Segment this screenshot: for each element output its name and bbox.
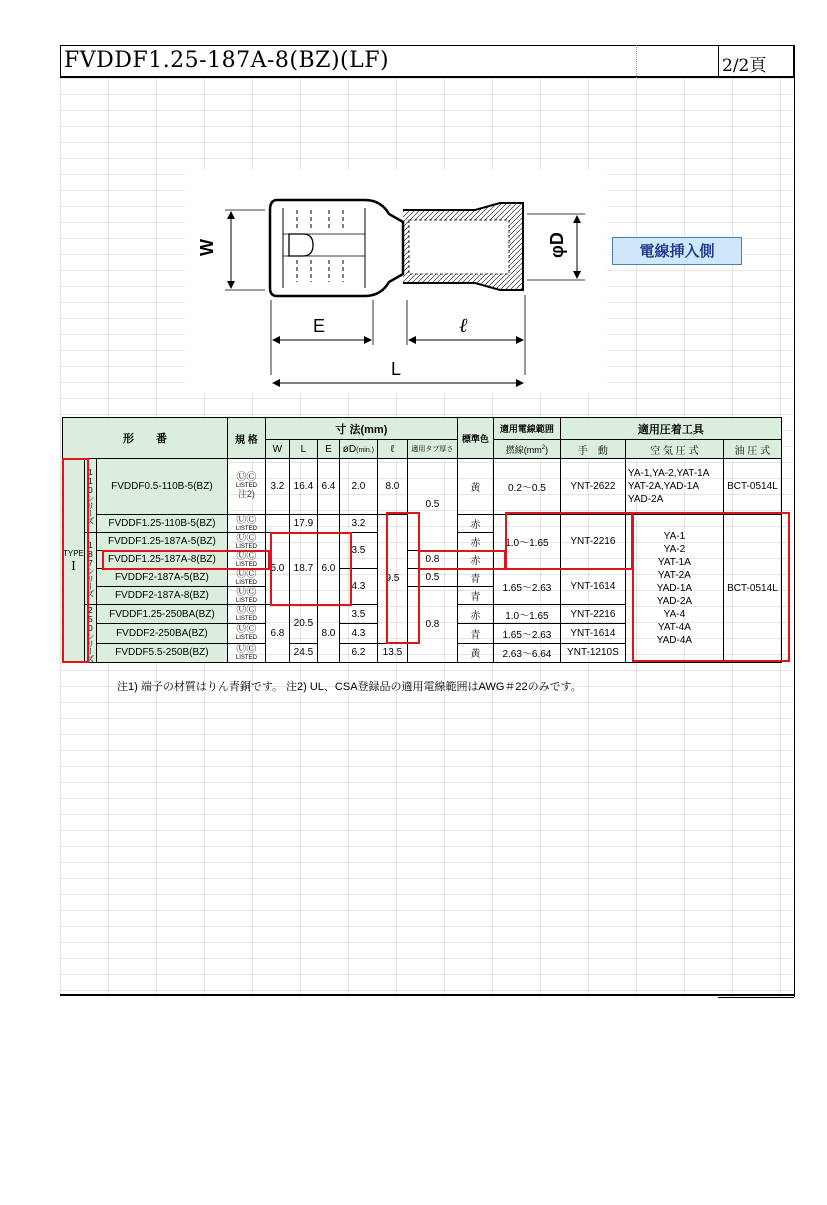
manual-col: 手 動 — [560, 440, 625, 459]
cert-cell: ⓊⒸ LISTED 注2) — [227, 459, 265, 515]
cert-cell: ⓊⒸ LISTED — [227, 605, 265, 624]
table-row: FVDDF2-187A-5(BZ) ⓊⒸ LISTED 4.3 0.5 青 1.65〜2.63 YNT-1614 — [63, 569, 782, 587]
wire-unit-col: 撚線$(mm^2)$ — [493, 440, 560, 459]
page-number: 2/2頁 — [722, 56, 767, 76]
wire-insertion-side-label: 電線挿入側 — [612, 237, 742, 265]
highlight-wire-range — [505, 512, 633, 570]
highlight-tools — [632, 512, 790, 662]
table-row: FVDDF2-250BA(BZ) ⓊⒸ LISTED 4.3 青 1.65〜2.63 YNT-1614 — [63, 624, 782, 643]
document-title: FVDDF1.25-187A-8(BZ)(LF) — [64, 48, 390, 73]
ul-csa-icon: ⓊⒸ — [236, 624, 257, 636]
tools-header: 適用圧着工具 — [560, 418, 781, 440]
dimensions-header: 寸 法(mm) — [265, 418, 457, 440]
w-label: W — [197, 239, 217, 256]
d-label: φD — [547, 232, 567, 258]
model-cell: FVDDF0.5-110B-5(BZ) — [96, 459, 227, 515]
cert-cell: ⓊⒸ LISTED — [227, 587, 265, 605]
ul-csa-icon: ⓊⒸ — [236, 472, 257, 483]
cert-cell: ⓊⒸ LISTED — [227, 551, 265, 569]
table-row: FVDDF5.5-250B(BZ) ⓊⒸ LISTED 24.5 6.2 13.5 黄 2.63〜6.64 YNT-1210S — [63, 643, 782, 662]
pneumatic-col: 空 気 圧 式 — [625, 440, 723, 459]
model-cell: FVDDF2-187A-8(BZ) — [96, 587, 227, 605]
e-col: E — [317, 440, 339, 459]
ul-csa-icon: ⓊⒸ — [236, 550, 257, 562]
terminal-drawing — [185, 170, 607, 393]
cert-cell: ⓊⒸ LISTED — [227, 515, 265, 533]
model-cell: FVDDF1.25-187A-5(BZ) — [96, 533, 227, 551]
table-row: 250シリーズ FVDDF1.25-250BA(BZ) ⓊⒸ LISTED 6.8 20.5 8.0 3.5 赤 1.0〜1.65 YNT-2216 — [63, 605, 782, 624]
cert-cell: ⓊⒸ LISTED — [227, 569, 265, 587]
highlight-type-column — [62, 458, 89, 663]
table-row: FVDDF1.25-187A-8(BZ) ⓊⒸ LISTED 0.8 赤 — [63, 551, 782, 569]
table-row: FVDDF2-187A-8(BZ) ⓊⒸ LISTED 0.8 青 — [63, 587, 782, 605]
model-cell: FVDDF5.5-250B(BZ) — [96, 643, 227, 662]
page-bottom-border — [718, 997, 794, 998]
l-label: L — [391, 359, 402, 379]
terminal-diagram — [185, 170, 607, 393]
cert-cell: ⓊⒸ LISTED — [227, 624, 265, 643]
cert-cell: ⓊⒸ LISTED — [227, 643, 265, 662]
ul-csa-icon: ⓊⒸ — [236, 568, 257, 580]
standard-header: 規 格 — [227, 418, 265, 459]
ell-col: ℓ — [377, 440, 407, 459]
footnote: 注1) 端子の材質はりん青銅です。 注2) UL、CSA登録品の適用電線範囲はAWG＃22のみです。 — [117, 681, 582, 693]
wire-range-header: 適用電線範囲 — [493, 418, 560, 440]
series-187: 187シリーズ — [84, 533, 96, 605]
header-divider — [718, 45, 719, 78]
model-header: 形 番 — [63, 418, 228, 459]
color-header: 標準色 — [457, 418, 493, 459]
highlight-ell — [386, 512, 420, 644]
ell-label: ℓ — [459, 315, 468, 337]
table-row: TYPE I 110シリーズ FVDDF0.5-110B-5(BZ) ⓊⒸ LISTED 注2) 3.2 16.4 6.4 2.0 8.0 0.5 黄 0.2〜0.5 YNT-2622 YA-1,YA-2,YAT-1A YAT-2A,YAD-1A YAD-2A BCT-0514L — [63, 459, 782, 515]
hydraulic-col: 油 圧 式 — [723, 440, 781, 459]
type-label: TYPE I — [63, 459, 85, 663]
pneumatic-tools-cell: YA-1 YA-2 YAT-1A YAT-2A YAD-1A YAD-2A YA-4 YAT-4A YAD-4A — [625, 515, 723, 663]
model-cell: FVDDF2-187A-5(BZ) — [96, 569, 227, 587]
l-col: L — [289, 440, 317, 459]
highlight-selected-model — [102, 550, 270, 570]
table-row: 187シリーズ FVDDF1.25-187A-5(BZ) ⓊⒸ LISTED 5.0 18.7 6.0 3.5 赤 — [63, 533, 782, 551]
series-250: 250シリーズ — [85, 605, 96, 662]
ul-csa-icon: ⓊⒸ — [236, 586, 257, 598]
series-110: 110シリーズ — [84, 459, 96, 533]
w-col: W — [265, 440, 289, 459]
ul-csa-icon: ⓊⒸ — [236, 605, 257, 617]
cert-cell: ⓊⒸ LISTED — [227, 533, 265, 551]
table-row: FVDDF1.25-110B-5(BZ) ⓊⒸ LISTED 17.9 3.2 9.5 赤 1.0〜1.65 YNT-2216 YA-1 YA-2 YAT-1A YAT-2A YAD-1A YAD-2A YA-4 YAT-4A YAD-4A BCT-0514L — [63, 515, 782, 533]
highlight-tab — [418, 550, 506, 570]
ul-csa-icon: ⓊⒸ — [236, 532, 257, 544]
ul-csa-icon: ⓊⒸ — [236, 643, 257, 655]
page-bottom-border — [60, 994, 794, 996]
model-cell: FVDDF1.25-110B-5(BZ) — [96, 515, 227, 533]
header-divider — [636, 45, 638, 78]
tab-col: 適用タブ厚さ — [407, 440, 457, 459]
model-cell: FVDDF2-250BA(BZ) — [96, 624, 227, 643]
d-col: øD(min.) — [339, 440, 377, 459]
e-label: E — [313, 316, 326, 336]
highlight-dimensions — [270, 532, 352, 606]
model-cell: FVDDF1.25-187A-8(BZ) — [96, 551, 227, 569]
model-cell: FVDDF1.25-250BA(BZ) — [96, 605, 227, 624]
ul-csa-icon: ⓊⒸ — [236, 514, 257, 526]
